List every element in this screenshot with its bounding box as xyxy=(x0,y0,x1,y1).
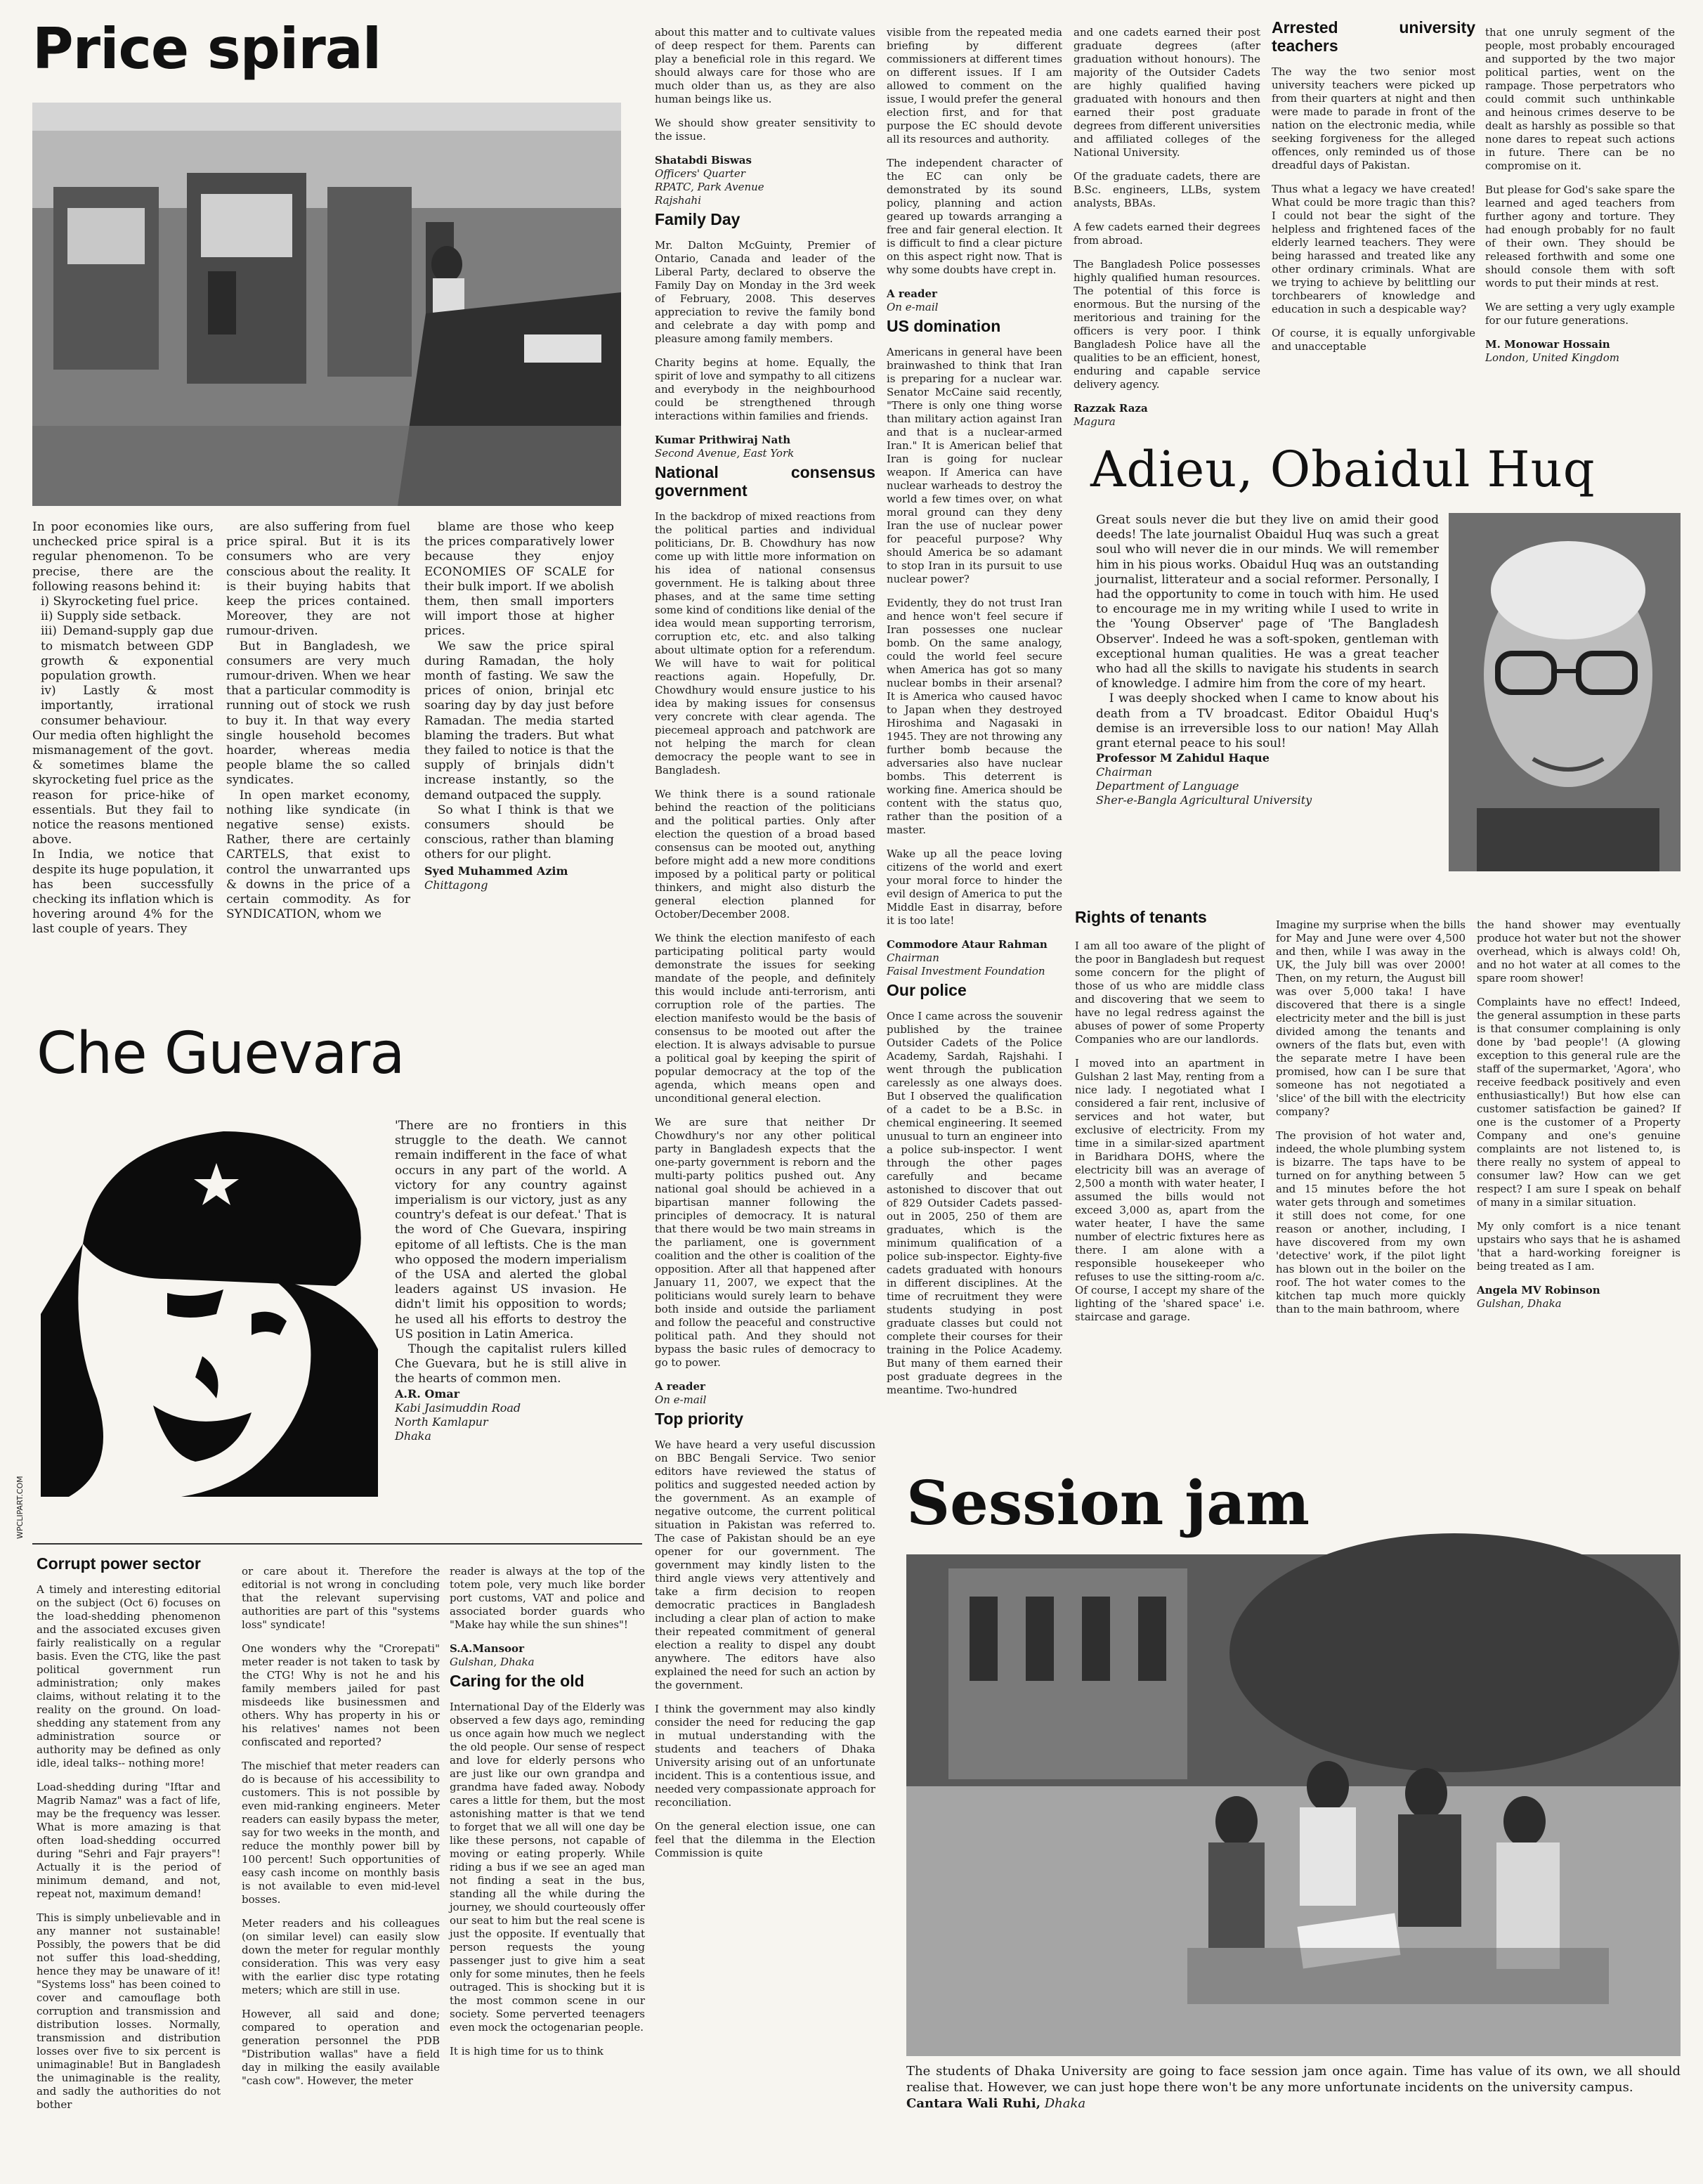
consensus-heading: National consensus government xyxy=(655,463,875,500)
obaidul-huq-portrait xyxy=(1449,513,1681,871)
paragraph: I was deeply shocked when I came to know about his death from a TV broadcast. Editor Obaidul Huq's demise is an irreversible loss to our nation! May Allah grant eternal peace to his soul! xyxy=(1096,691,1439,751)
paragraph: 'There are no frontiers in this struggle to the death. We cannot remain indifferent in the face of what occurs in any part of the world. A victory for any country against imperialism is our victory, just as any country's defeat is our defeat.' That is the word of Che Guevara, inspiring epitome of all leftists. Che is the man who opposed the modern imperialism of the USA and alerted the global leaders against US invasion. He didn't limit his opposition to words; he used all his efforts to destroy the US position in Latin America. xyxy=(395,1119,627,1341)
author-name: A reader xyxy=(655,1380,705,1393)
author-name: A.R. Omar xyxy=(395,1386,460,1400)
author-name: Commodore Ataur Rahman xyxy=(887,938,1048,951)
author-name: Kumar Prithwiraj Nath xyxy=(655,434,791,446)
author-location: Department of Language xyxy=(1096,779,1239,793)
author-location: Magura xyxy=(1074,415,1116,428)
paragraph: Though the capitalist rulers killed Che Guevara, but he is still alive in the hearts of common men. xyxy=(395,1342,627,1386)
paragraph: Great souls never die but they live on amid their good deeds! The late journalist Obaidul Huq was such a great soul who will never die in our minds. We will remember him in his pious works. Obaidul Huq was an outstanding journalist, litterateur and a social reformer. Personally, I had the opportunity to come in touch with him. He used to encourage me in my writing while I used to write in the 'Young Observer' page of 'The Bangladesh Observer'. Indeed he was a soft-spoken, gentleman with exceptional human qualities. He was a great teacher who had all the skills to navigate his students in search of knowledge. I admire him from the core of my heart. xyxy=(1096,513,1439,691)
paragraph: ii) Supply side setback. xyxy=(41,609,182,624)
top-priority-heading: Top priority xyxy=(655,1410,744,1428)
author-location: Chairman xyxy=(1096,765,1152,779)
session-jam-caption xyxy=(906,2063,1681,2140)
paragraph: Americans in general have been brainwashed to think that Iran is preparing for a nuclear war. Senator McCaine said recently, "There is only one thing worse than military action against Iran and that is a nuclear-armed Iran." It is American belief that Iran is going for nuclear weapon. If America can have nuclear warheads to destroy the world a few times over, on what moral ground can they deny Iran the use of nuclear power for peaceful purpose? Why should America be so adamant to stop Iran in its pursuit to use nuclear power? xyxy=(887,346,1062,585)
author-name: Angela MV Robinson xyxy=(1477,1284,1600,1296)
paragraph: Wake up all the peace loving citizens of the world and exert your moral force to hinder the evil design of America to put the Middle East in disarray, before it is too late! xyxy=(887,847,1062,927)
author-location: London, United Kingdom xyxy=(1485,351,1619,364)
arrested-teachers-col1 xyxy=(1272,15,1475,465)
paragraph: i) Skyrocketing fuel price. xyxy=(41,594,199,609)
paragraph: The Bangladesh Police possesses highly qualified human resources. The potential of this force is enormous. But the nursing of the meritorious and training for the officers is very poor. I think Bangladesh Police have all the qualities to be an efficient, honest, enduring and capable service delivery agency. xyxy=(1074,258,1260,391)
paragraph: The way the two senior most university teachers were picked up from their quarters at night and then were made to parade in front of the nation on the electronic media, while seeking forgiveness for the alleged offences, only reminded us of those dreadful days of Pakistan. xyxy=(1272,65,1475,171)
paragraph: We think the election manifesto of each participating political party would demonstrate the issues for seeking mandate of the people, and definitely this would include anti-terrorism, anti corruption role of the parties. The election manifesto would be the basis of consensus to be mooted out after the election. It is always advisable to pursue a political goal by keeping the spirit of popular democracy at the top of the agenda, which means open and unconditional general election. xyxy=(655,932,875,1105)
paragraph: iii) Demand-supply gap due to mismatch between GDP growth & exponential population growth. xyxy=(41,624,214,684)
paragraph: I think the government may also kindly consider the need for reducing the gap in mutual understanding with the students and teachers of Dhaka University arising out of an unfortunate incident. This is a contentious issue, and needed very compassionate approach for reconciliation. xyxy=(655,1703,875,1809)
price-spiral-col1 xyxy=(32,520,214,1082)
che-guevara-title: Che Guevara xyxy=(37,1020,405,1087)
author-location: Chittagong xyxy=(424,878,488,892)
paragraph: Load-shedding during "Iftar and Magrib Namaz" was a fact of life, may be the frequency was lesser. What is more amazing is that often load-shedding occurred during "Sehri and Fajr prayers"! Actually it is the period of minimum demand, and not, repeat not, maximum demand! xyxy=(37,1781,221,1900)
paragraph: This is simply unbelievable and in any manner not sustainable! Possibly, the powers that be did not suffer this load-shedding, hence they may be unaware of it! "Systems loss" has been coined to cover and camouflage both corruption and transmission and distribution losses. Normally, transmission and distribution losses over five to six percent is unimaginable! But in Bangladesh the unimaginable is the reality, and sadly the authorities do not bother xyxy=(37,1911,221,2111)
caring-old-heading: Caring for the old xyxy=(450,1672,585,1690)
our-police-heading: Our police xyxy=(887,981,967,999)
paragraph: Complaints have no effect! Indeed, the general assumption in these parts is that consumer complaining is only done by 'bad people'! (A glowing exception to this general rule are the staff of the supermarket, 'Agora', who receive feedback positively and even enthusiastically!) But how else can customer satisfaction be gained? If one is the customer of a Property Company and one's genuine complaints are not listened to, is there really no system of appeal to consumer law? How can we get respect? I am sure I speak on behalf of many in a similar situation. xyxy=(1477,996,1681,1209)
price-spiral-col2 xyxy=(226,520,410,1082)
che-guevara-image xyxy=(41,1103,378,1497)
students-illustration xyxy=(906,1554,1681,2056)
author-location: Dhaka xyxy=(1044,2096,1086,2111)
arrested-teachers-heading: Arrested university teachers xyxy=(1272,18,1475,55)
price-spiral-title: Price spiral xyxy=(32,16,381,82)
paragraph: A few cadets earned their degrees from abroad. xyxy=(1074,221,1260,247)
author-location: Chairman xyxy=(887,951,939,964)
letters-column-b xyxy=(887,15,1062,1396)
paragraph: the hand shower may eventually produce hot water but not the shower overhead, which is always cold! Oh, and no hot water at all comes to the spare room shower! xyxy=(1477,918,1681,984)
fuel-station-illustration xyxy=(32,103,621,506)
caption-text: The students of Dhaka University are going to face session jam once again. Time has value of its own, we all should realise that. However, we can just hope there won't be any more unfortunate incidents on the university campus. xyxy=(906,2064,1681,2095)
author-location: Second Avenue, East York xyxy=(655,447,795,460)
us-domination-heading: US domination xyxy=(887,317,1001,335)
tenants-col2 xyxy=(1276,908,1466,1393)
paragraph: It is high time for us to think xyxy=(450,2045,603,2058)
paragraph: or care about it. Therefore the editorial is not wrong in concluding that the relevant supervising authorities are part of this "systems loss" syndicate! xyxy=(242,1565,440,1631)
author-location: Kabi Jasimuddin Road xyxy=(395,1400,521,1415)
paragraph: The mischief that meter readers can do is because of his accessibility to customers. This is not possible by even mid-ranking engineers. Meter readers can easily bypass the meter, say for two weeks in the month, and reduce the monthly power bill by 100 percent! Such opportunities of easy cash income on monthly basis is not available to even mid-level bosses. xyxy=(242,1760,440,1906)
paragraph: The provision of hot water and, indeed, the whole plumbing system is bizarre. The taps have to be turned on for anything between 5 and 15 minutes before the hot water gets through and sometimes it still does not come, for one reason or another, including, I have discovered from my own 'detective' work, if the pilot light has blown out in the boiler on the roof. The hot water comes to the kitchen tap much more quickly than to the main bathroom, where xyxy=(1276,1129,1466,1315)
paragraph: Of course, it is equally unforgivable and unacceptable xyxy=(1272,327,1475,353)
author-name: A reader xyxy=(887,287,937,300)
paragraph: Thus what a legacy we have created! What could be more tragic than this? I could not bear the sight of the helpless and frightened faces of the elderly learned teachers. They were being harassed and treated like any other ordinary criminals. What are we trying to achieve by belittling our torchbearers of knowledge and education in such a despicable way? xyxy=(1272,183,1475,316)
paragraph: Charity begins at home. Equally, the spirit of love and sympathy to all citizens and everybody in the neighbourhood could be strengthened through interactions within families and friends. xyxy=(655,356,875,422)
author-name: Razzak Raza xyxy=(1074,402,1148,415)
paragraph: Once I came across the souvenir published by the trainee Outsider Cadets of the Police Academy, Sardah, Rajshahi. I went through the publication carelessly as one always does. But I observed the qualification of a cadet to be a B.Sc. in chemical engineering. It seemed unusual to turn an engineer into a police sub-inspector. I went through the other pages carefully and became astonished to discover that out of 829 Outsider Cadets passed-out in 2005, 250 of them are graduates, which is the minimum qualification of a police sub-inspector. Eighty-five cadets graduated with honours in different disciplines. At the time of recruitment they were students studying in post graduate classes but could not complete their courses for their training in the Police Academy. But many of them earned their post graduate degrees in the meantime. Two-hundred xyxy=(887,1010,1062,1396)
author-name: Syed Muhammed Azim xyxy=(424,864,568,878)
che-credit: WPCLIPART.COM xyxy=(15,1476,25,1539)
che-guevara-silhouette xyxy=(41,1103,378,1497)
paragraph: Of the graduate cadets, there are B.Sc. engineers, LLBs, system analysts, BBAs. xyxy=(1074,170,1260,209)
author-location: On e-mail xyxy=(887,301,939,313)
paragraph: Mr. Dalton McGuinty, Premier of Ontario, Canada and leader of the Liberal Party, declared to observe the Family Day on Monday in the 3rd week of February, 2008. This deserves appreciation to revive the family bond and celebrate a day with pomp and pleasure among family members. xyxy=(655,239,875,345)
letters-column-a xyxy=(655,15,875,1892)
paragraph: I am all too aware of the plight of the poor in Bangladesh but request some concern for the plight of those of us who are middle class and discovering that we seem to have no legal redress against the abuses of power of some Property Companies who are our landlords. xyxy=(1075,940,1265,1046)
author-location: Gulshan, Dhaka xyxy=(450,1656,535,1668)
author-location: North Kamlapur xyxy=(395,1415,488,1429)
author-location: RPATC, Park Avenue xyxy=(655,181,764,193)
author-name: S.A.Mansoor xyxy=(450,1642,524,1655)
paragraph: iv) Lastly & most importantly, irrational consumer behaviour. xyxy=(41,684,214,728)
paragraph: visible from the repeated media briefing by different commissioners at different times on different issues. If I am allowed to comment on the issue, I would prefer the general election first, and for that purpose the EC should devote all its resources and authority. xyxy=(887,26,1062,145)
session-jam-title: Session jam xyxy=(906,1468,1310,1539)
paragraph: are also suffering from fuel price spiral. But it is its consumers who are very conscious about the reality. It is their buying habits that keep the prices contained. Moreover, they are not rumour-driven. xyxy=(226,520,410,639)
che-guevara-body xyxy=(395,1119,627,1512)
tenants-heading: Rights of tenants xyxy=(1075,908,1207,926)
paragraph: We have heard a very useful discussion on BBC Bengali Service. Two senior editors have reviewed the status of politics and suggested needed action by the government. As an example of negative outcome, the current political situation in Pakistan was referred to. The case of Pakistan should be an eye opener for our government. The government may kindly listen to the third angle views very attentively and take a firm decision to reopen democratic practices in Bangladesh including a clear plan of action to make their repeated commitment of general election a reality to dispel any doubt anywhere. The editors have also explained the need for such an action by the government. xyxy=(655,1438,875,1691)
paragraph: The independent character of the EC can only be demonstrated by its sound policy, planning and action geared up towards arranging a free and fair general election. It is difficult to find a clear picture on this aspect right now. That is why some doubts have crept in. xyxy=(887,157,1062,276)
paragraph: A timely and interesting editorial on the subject (Oct 6) focuses on the load-shedding phenomenon and the associated excuses given fairly realistically on a regular basis. Even the CTG, like the past political government run administration; only makes claims, without relating it to the reality on the ground. On load-shedding any statement from any administration source or authority may be defined as only idle, ideal talks-- nothing more! xyxy=(37,1583,221,1769)
author-name: Cantara Wali Ruhi, xyxy=(906,2096,1040,2111)
author-location: On e-mail xyxy=(655,1393,707,1406)
arrested-teachers-col2 xyxy=(1485,15,1675,465)
paragraph: One wonders why the "Crorepati" meter reader is not taken to task by the CTG! Why is not he and his family members jailed for past misdeeds like businessmen and others. Why has property in his or his relatives' names not been confiscated and reported? xyxy=(242,1642,440,1748)
paragraph: But please for God's sake spare the learned and aged teachers from further agony and torture. They had enough probably for no fault of their own. They should be released forthwith and some one should console them with soft words to put their minds at rest. xyxy=(1485,183,1675,290)
paragraph: We are sure that neither Dr Chowdhury's nor any other political party in Bangladesh expects that the one-party government is reborn and the multi-party politics pushed out. Any national goal should be achieved in a bipartisan manner following the principles of democracy. It is natural that there would be two main streams in the parliament, one is government coalition and the other is coalition of the opposition. After all that happened after January 11, 2007, we expect that the politicians would surely learn to behave both inside and outside the parliament and follow the peaceful and constructive political path. And they should not bypass the basic rules of democracy to go to power. xyxy=(655,1116,875,1369)
paragraph: We saw the price spiral during Ramadan, the holy month of fasting. We saw the prices of onion, brinjal etc soaring day by day just before Ramadan. The media started blaming the traders. But what they failed to notice is that the supply of brinjals didn't increase instantly, so the demand outpaced the supply. xyxy=(424,639,614,802)
paragraph: In India, we notice that despite its huge population, it has been successfully checking its inflation which is hovering around 4% for the last couple of years. They xyxy=(32,847,214,937)
author-location: Officers' Quarter xyxy=(655,167,745,180)
adieu-title: Adieu, Obaidul Huq xyxy=(1090,441,1596,498)
paragraph: However, all said and done; compared to operation and generation personnel the PDB "Distribution wallas" have a field day in milking the easily available "cash cow". However, the meter xyxy=(242,2008,440,2087)
paragraph: and one cadets earned their post graduate degrees (after graduation without honours). The majority of the Outsider Cadets are highly qualified having graduated with honours and then earned their post graduate degrees from different universities and affiliated colleges of the National University. xyxy=(1074,26,1260,159)
paragraph: about this matter and to cultivate values of deep respect for them. Parents can play a beneficial role in this regard. We should always care for those who are much older than us, as they are also human beings like us. xyxy=(655,26,875,105)
portrait-illustration xyxy=(1449,513,1681,871)
author-name: Shatabdi Biswas xyxy=(655,154,752,167)
paragraph: reader is always at the top of the totem pole, very much like border port customs, VAT and police and associated border guards who "Make hay while the sun shines"! xyxy=(450,1565,645,1631)
paragraph: that one unruly segment of the people, most probably encouraged and supported by the two major political parties, went on the rampage. Those perpetrators who could commit such unthinkable and heinous crimes deserve to be dealt as harshly as possible so that none dares to repeat such actions in future. There can be no compromise on it. xyxy=(1485,26,1675,172)
paragraph: blame are those who keep the prices comparatively lower because they enjoy ECONOMIES OF SCALE for their bulk import. If we abolish them, then small importers will import those at higher prices. xyxy=(424,520,614,639)
power-sector-col1 xyxy=(37,1554,221,2173)
paragraph: So what I think is that we consumers should be conscious, rather than blaming others for our plight. xyxy=(424,802,614,862)
adieu-body xyxy=(1096,513,1439,892)
paragraph: We are setting a very ugly example for our future generations. xyxy=(1485,301,1675,327)
students-photo xyxy=(906,1554,1681,2056)
section-divider xyxy=(32,1543,642,1545)
paragraph: We should show greater sensitivity to the issue. xyxy=(655,117,875,143)
author-name: M. Monowar Hossain xyxy=(1485,338,1610,351)
price-spiral-col3 xyxy=(424,520,614,1082)
paragraph: Imagine my surprise when the bills for May and June were over 4,500 and then, while I was away in the UK, the July bill was over 2000! Then, on my return, the August bill was over 5,000 taka! I have discovered that there is a single electricity meter and the bill is just divided among the tenants and owners of the flats but, even with the separate metre I have been promised, how can I be sure that someone has not negotiated a 'slice' of the bill with the electricity company? xyxy=(1276,918,1466,1118)
paragraph: International Day of the Elderly was observed a few days ago, reminding us once again how much we neglect the old people. Our sense of respect and love for elderly persons who are just like our own grandpa and grandma have faded away. Nobody cares a little for them, but the most astonishing matter is that we tend to forget that we all will one day be like these persons, not capable of moving or eating properly. While riding a bus if we see an aged man not finding a seat in the bus, standing all the while during the journey, we should courteously offer our seat to him but the real scene is just the opposite. If eventually that person requests the young passenger just to give him a seat only for some minutes, then he feels outraged. This is shocking but it is the most common scene in our society. Some perverted teenagers even mock the octogenarian people. xyxy=(450,1701,645,2034)
paragraph: We think there is a sound rationale behind the reaction of the politicians and the political parties. Only after election the question of a broad based consensus can be mooted out, anything before might add a new more conditions imposed by a political party or political thinkers, and might also disturb the general election planned for October/December 2008. xyxy=(655,788,875,921)
author-location: Dhaka xyxy=(395,1429,431,1443)
author-location: Sher-e-Bangla Agricultural University xyxy=(1096,793,1312,807)
paragraph: In poor economies like ours, unchecked price spiral is a regular phenomenon. To be precise, there are the following reasons behind it: xyxy=(32,520,214,594)
author-location: Gulshan, Dhaka xyxy=(1477,1297,1562,1310)
paragraph: Meter readers and his colleagues (on similar level) can easily slow down the meter for regular monthly consideration. This was very easy with the earlier disc type rotating meters; which are still in use. xyxy=(242,1917,440,1996)
power-sector-col2 xyxy=(242,1554,440,2173)
paragraph: I moved into an apartment in Gulshan 2 last May, renting from a nice lady. I negotiated what I considered a fair rent, inclusive of services and hot water, but exclusive of electricity. From my time in a similar-sized apartment in Baridhara DOHS, where the electricity bill was an average of 2,500 a month with water heater, I assumed the bills would not exceed 3,000 as, apart from the water heater, I have the same number of electric fixtures here as there. I am alone with a responsible housekeeper who refuses to use the sitting-room a/c. Of course, I accept my share of the lighting of the 'shared space' i.e. staircase and garage. xyxy=(1075,1057,1265,1323)
author-location: Rajshahi xyxy=(655,194,701,207)
power-sector-heading: Corrupt power sector xyxy=(37,1554,201,1573)
tenants-col1 xyxy=(1075,929,1265,1393)
tenants-col3 xyxy=(1477,908,1681,1393)
author-name: Professor M Zahidul Haque xyxy=(1096,751,1270,765)
paragraph: Evidently, they do not trust Iran and hence won't feel secure if Iran possesses one nuclear bomb. On the same analogy, could the world feel secure when America has got so many nuclear bombs in their arsenal? It is America who caused havoc to Japan when they destroyed Hiroshima and Nagasaki in 1945. They are not throwing any further bomb because the adversaries also have nuclear bombs. This deterrent is working fine. America should be content with the status quo, rather than the position of a master. xyxy=(887,597,1062,836)
family-day-heading: Family Day xyxy=(655,210,740,228)
fuel-station-photo xyxy=(32,103,621,506)
paragraph: Our media often highlight the mismanagement of the govt. & sometimes blame the skyrocketing fuel price as the reason for price-hike of essentials. But they fail to notice the reasons mentioned above. xyxy=(32,728,214,847)
power-sector-col3 xyxy=(450,1554,645,2173)
paragraph: In open market economy, nothing like syndicate (in negative sense) exists. Rather, there are certainly CARTELS, that exist to control the unwarranted ups & downs in the price of a certain commodity. As for SYNDICATION, whom we xyxy=(226,788,410,922)
paragraph: In the backdrop of mixed reactions from the political parties and individual politicians, Dr. B. Chowdhury has now come up with little more information on his idea of national consensus government. He is talking about three phases, and at the same time setting some kind of conditions like denial of the idea would mean supporting terrorism, corruption etc, etc. and also talking about ultimate option for a referendum. We will have to wait for political reactions again. Hopefully, Dr. Chowdhury would ensure justice to his idea by making issues for consensus very concrete with clear agenda. The piecemeal approach and patchwork are not helping the march for clean democracy the people want to see in Bangladesh. xyxy=(655,510,875,776)
paragraph: But in Bangladesh, we consumers are very much rumour-driven. When we hear that a particular commodity is running out of stock we rush to buy it. In that way every single household becomes hoarder, whereas media people blame the so called syndicates. xyxy=(226,639,410,788)
author-location: Faisal Investment Foundation xyxy=(887,965,1045,977)
paragraph: My only comfort is a nice tenant upstairs who says that he is ashamed 'that a hard-working foreigner is being treated as I am. xyxy=(1477,1220,1681,1273)
paragraph: On the general election issue, one can feel that the dilemma in the Election Commission is quite xyxy=(655,1820,875,1859)
letters-column-c xyxy=(1074,15,1260,465)
